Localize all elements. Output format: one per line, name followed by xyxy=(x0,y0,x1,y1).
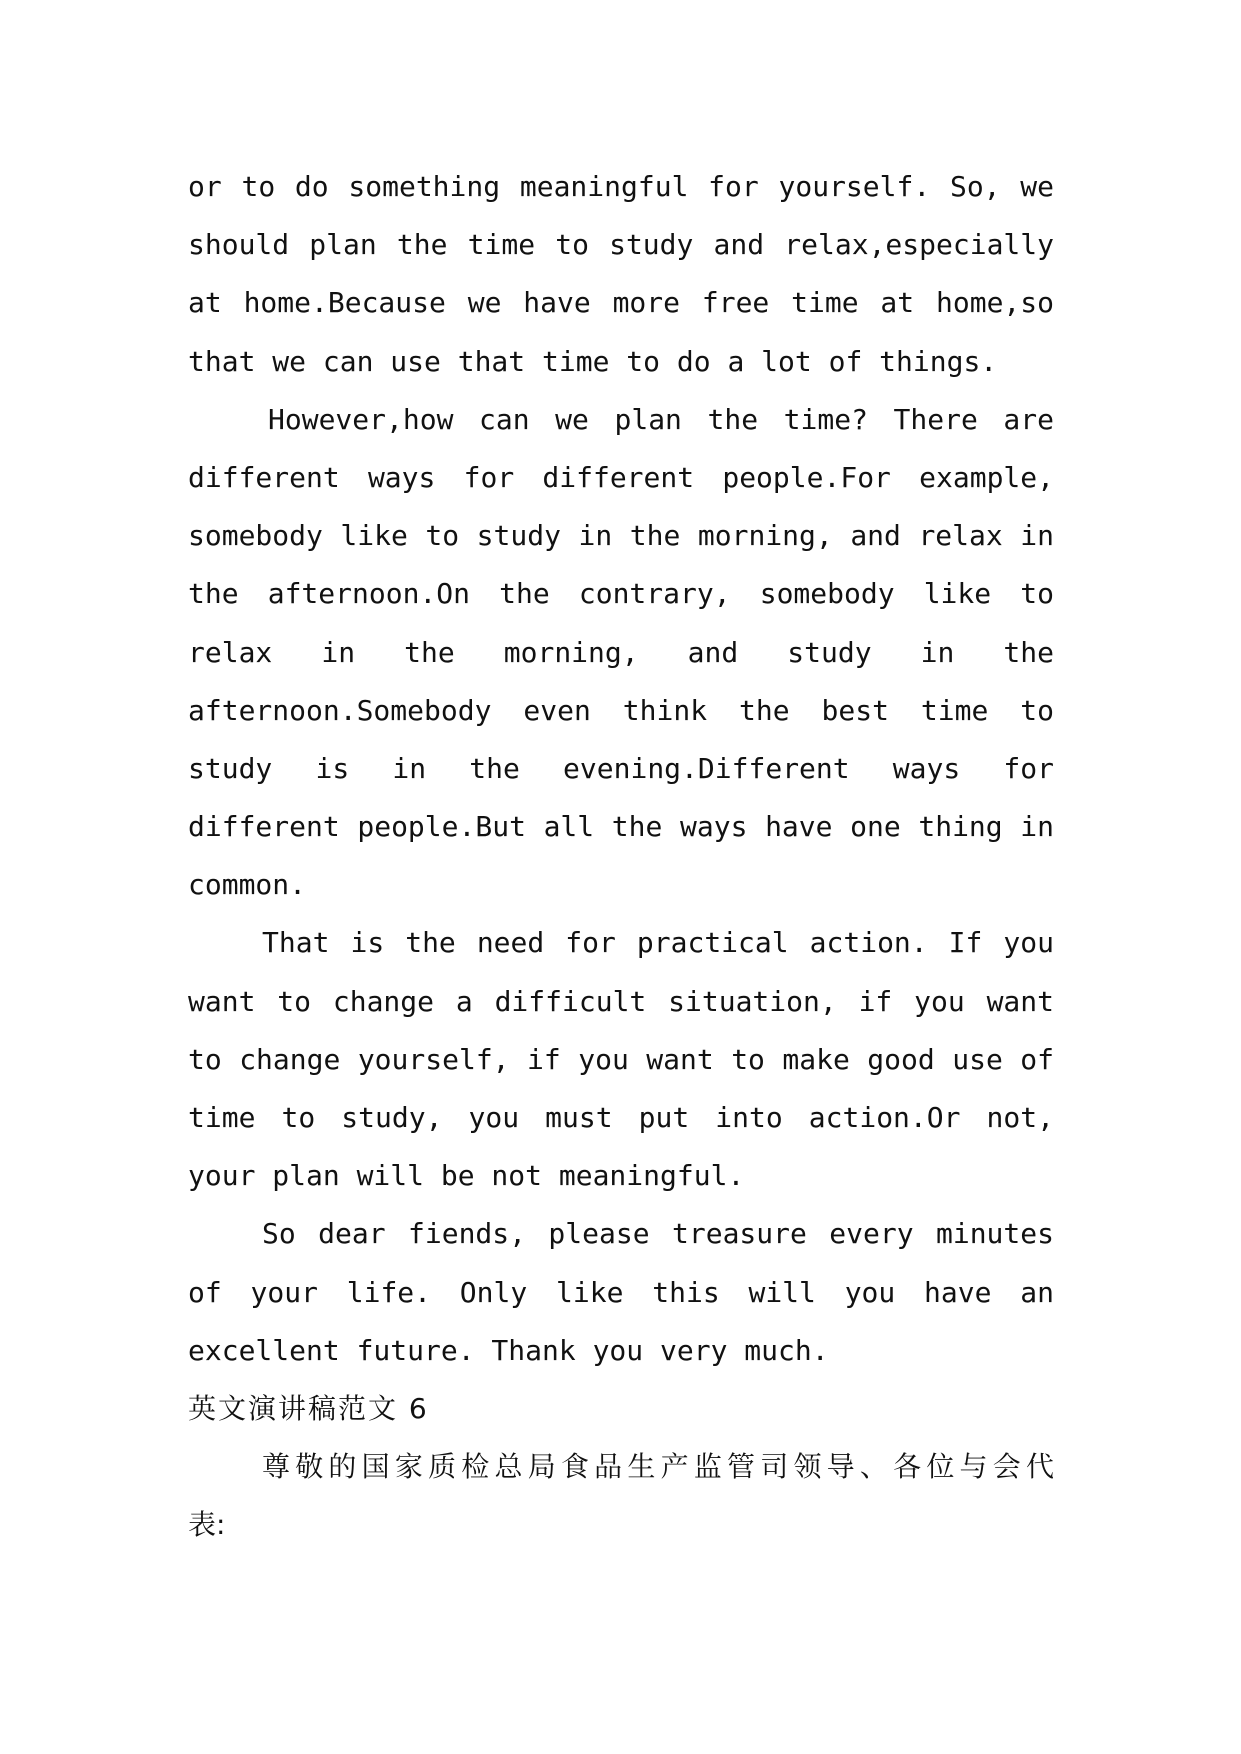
text-line: relax in the morning, and study in the xyxy=(188,635,1054,669)
paragraph xyxy=(188,1438,1054,1554)
text-line: to change yourself, if you want to make good use of xyxy=(188,1042,1054,1076)
text-line: want to change a difficult situation, if you want xyxy=(188,984,1054,1018)
paragraph xyxy=(188,1205,1054,1380)
document-body xyxy=(188,158,1054,1555)
text-line: study is in the evening.Different ways for xyxy=(188,751,1054,785)
text-line: at home.Because we have more free time at home,so xyxy=(188,286,1054,320)
text-line: should plan the time to study and relax,especially xyxy=(188,228,1054,262)
paragraph xyxy=(188,158,1054,391)
text-line: However,how can we plan the time? There are xyxy=(268,402,1054,436)
text-line: time to study, you must put into action.Or not, xyxy=(188,1101,1054,1134)
text-line: common. xyxy=(188,868,307,902)
text-line: 表: xyxy=(188,1508,226,1542)
paragraph xyxy=(188,391,1054,915)
text-line: afternoon.Somebody even think the best time to xyxy=(188,693,1054,727)
section-heading: 英文演讲稿范文 6 xyxy=(188,1391,429,1425)
text-line: of your life. Only like this will you have an xyxy=(188,1275,1054,1309)
text-line: or to do something meaningful for yourself. So, we xyxy=(188,170,1054,203)
text-line: That is the need for practical action. If you xyxy=(262,926,1054,960)
text-line: different people.But all the ways have one thing in xyxy=(188,810,1054,844)
paragraph xyxy=(188,914,1054,1205)
text-line: 尊敬的国家质检总局食品生产监管司领导、各位与会代 xyxy=(262,1450,1054,1484)
text-line: the afternoon.On the contrary, somebody like to xyxy=(188,577,1054,611)
text-line: your plan will be not meaningful. xyxy=(188,1159,745,1193)
text-line: that we can use that time to do a lot of things. xyxy=(188,344,998,378)
text-line: somebody like to study in the morning, and relax in xyxy=(188,519,1054,553)
text-line: So dear fiends, please treasure every minutes xyxy=(262,1217,1054,1251)
text-line: different ways for different people.For example, xyxy=(188,460,1054,494)
text-line: excellent future. Thank you very much. xyxy=(188,1333,829,1367)
